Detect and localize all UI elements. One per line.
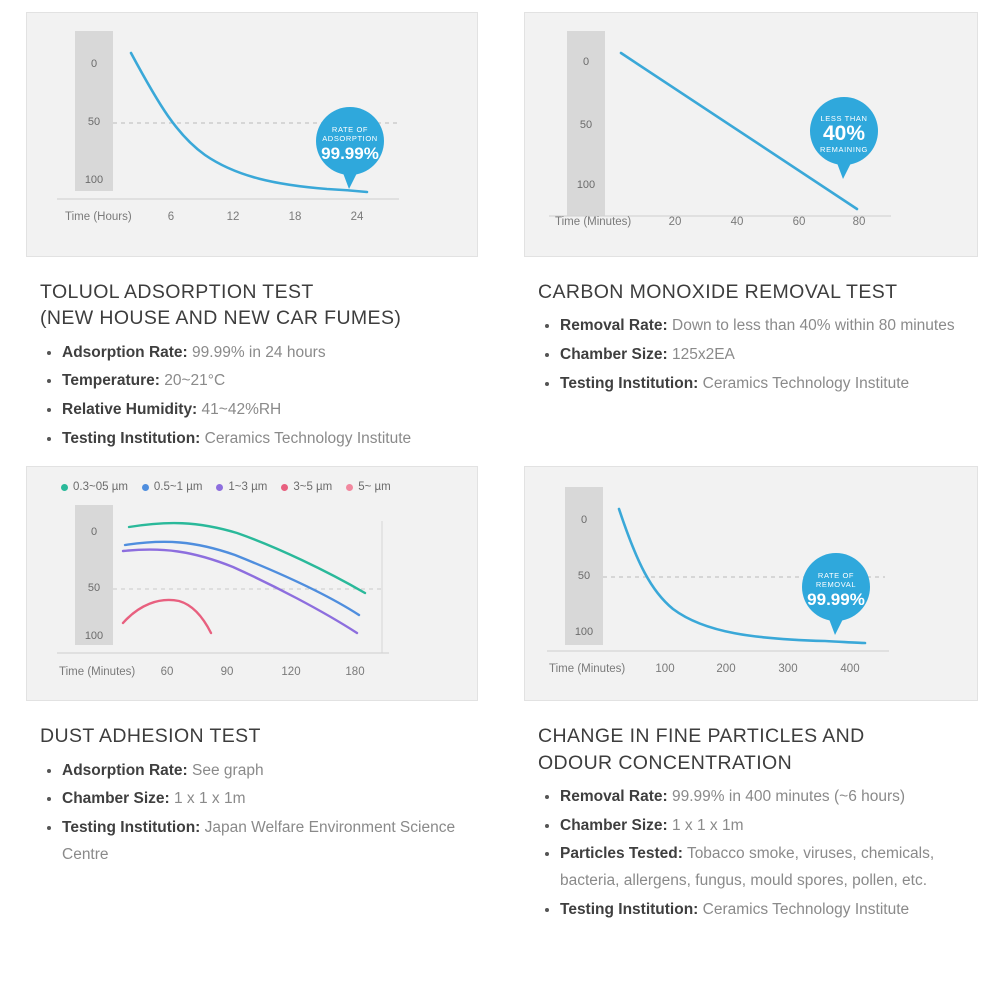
badge-removal-rate <box>802 553 870 635</box>
dust-chart-svg <box>27 493 415 688</box>
panel-dust-adhesion <box>0 454 500 925</box>
fact-label: Testing Institution: <box>560 374 699 392</box>
fact-label: Chamber Size: <box>62 790 170 808</box>
fact-value: Ceramics Technology Institute <box>702 374 910 392</box>
y-tick-50: 50 <box>579 119 593 131</box>
fact-label: Relative Humidity: <box>62 400 198 418</box>
x-tick-3: 400 <box>840 663 860 676</box>
y-scale-bar <box>565 487 603 645</box>
fact-label: Removal Rate: <box>560 787 668 805</box>
fact-label: Chamber Size: <box>560 816 668 834</box>
y-tick-50: 50 <box>87 116 101 128</box>
badge-remaining-rate <box>810 97 878 179</box>
list-item <box>62 815 478 868</box>
fact-value: 99.99% in 400 minutes (~6 hours) <box>672 787 906 805</box>
panel-title-line1: DUST ADHESION TEST <box>40 725 261 748</box>
list-item <box>560 313 978 340</box>
legend-item <box>281 481 332 493</box>
x-tick-0: 20 <box>668 216 682 228</box>
fact-value: 125x2EA <box>671 345 735 363</box>
legend-item <box>142 481 203 493</box>
fact-label: Testing Institution: <box>62 429 201 447</box>
legend-swatch <box>346 484 353 491</box>
x-tick-0: 60 <box>160 666 174 679</box>
badge-line1: LESS THAN <box>820 114 868 123</box>
fact-label: Removal Rate: <box>560 317 668 335</box>
chart-legend <box>27 467 477 493</box>
badge-value: 40% <box>822 122 866 145</box>
y-tick-0: 0 <box>90 58 98 70</box>
panel-title-line1: TOLUOL ADSORPTION TEST <box>40 281 314 303</box>
chart-fine-particles <box>524 466 978 701</box>
x-tick-2: 18 <box>288 211 302 223</box>
badge-line1: RATE OF <box>817 571 855 581</box>
legend-label: 0.5~1 µm <box>153 481 203 494</box>
x-axis-label: Time (Minutes) <box>549 663 626 676</box>
list-item <box>62 758 478 785</box>
list-item <box>560 813 978 840</box>
badge-value: 99.99% <box>807 590 865 610</box>
list-item <box>62 368 478 395</box>
legend-item <box>61 481 128 493</box>
legend-label: 0.3~05 µm <box>73 481 128 494</box>
y-tick-0: 0 <box>90 526 98 539</box>
fact-value: Down to less than 40% within 80 minutes <box>672 317 955 335</box>
fact-value: 99.99% in 24 hours <box>192 343 326 361</box>
x-axis-label: Time (Minutes) <box>59 666 136 679</box>
x-axis-label: Time (Hours) <box>65 211 132 223</box>
panel-title-line1: CHANGE IN FINE PARTICLES AND <box>538 725 865 748</box>
fact-value: 1 x 1 x 1m <box>671 816 744 834</box>
panel-title <box>538 279 978 305</box>
panel-title <box>538 723 978 776</box>
series-line-1 <box>125 542 359 615</box>
y-tick-100: 100 <box>84 630 104 643</box>
list-item <box>560 371 978 398</box>
y-tick-100: 100 <box>574 626 594 639</box>
fact-label: Temperature: <box>62 372 160 390</box>
fact-label: Testing Institution: <box>560 900 699 918</box>
series-line-2 <box>123 550 357 633</box>
series-line-0 <box>129 523 365 593</box>
fact-value: Ceramics Technology Institute <box>702 900 910 918</box>
y-tick-0: 0 <box>580 514 588 527</box>
chart-dust-adhesion <box>26 466 478 701</box>
legend-swatch <box>216 484 223 491</box>
fact-value: Ceramics Technology Institute <box>204 429 412 447</box>
fact-label: Adsorption Rate: <box>62 761 188 779</box>
badge-value: 99.99% <box>321 144 379 163</box>
list-item <box>62 397 478 424</box>
x-tick-1: 200 <box>716 663 736 676</box>
fact-label: Testing Institution: <box>62 818 201 836</box>
legend-label: 3~5 µm <box>293 481 333 494</box>
fact-list <box>42 340 478 453</box>
y-tick-50: 50 <box>87 582 101 595</box>
list-item <box>560 784 978 811</box>
fact-list <box>540 313 978 397</box>
panel-title <box>40 279 478 332</box>
panel-title-line2: (NEW HOUSE AND NEW CAR FUMES) <box>40 307 402 330</box>
badge-line2: ADSORPTION <box>322 134 378 143</box>
fact-label: Particles Tested: <box>560 845 683 863</box>
panel-toluol <box>0 0 500 454</box>
toluol-chart-svg <box>27 13 415 256</box>
badge-line3: REMAINING <box>820 145 868 154</box>
list-item <box>560 342 978 369</box>
fact-list <box>540 784 978 923</box>
fact-value: 1 x 1 x 1m <box>173 790 246 808</box>
badge-line1: RATE OF <box>331 125 369 134</box>
y-tick-100: 100 <box>84 174 104 186</box>
fact-label: Chamber Size: <box>560 345 668 363</box>
panel-title-line1: CARBON MONOXIDE REMOVAL TEST <box>538 281 898 303</box>
x-tick-3: 180 <box>345 666 365 679</box>
legend-label: 1~3 µm <box>228 481 268 494</box>
y-scale-bar <box>75 31 113 191</box>
fine-particles-chart-svg <box>525 467 913 700</box>
series-line-3 <box>123 600 211 633</box>
panel-title <box>40 723 478 749</box>
x-tick-0: 6 <box>167 211 175 223</box>
list-item <box>62 786 478 813</box>
x-tick-2: 120 <box>281 666 301 679</box>
list-item <box>62 426 478 453</box>
y-tick-0: 0 <box>582 56 590 68</box>
x-tick-2: 300 <box>778 663 798 676</box>
x-tick-2: 60 <box>792 216 806 228</box>
list-item <box>560 841 978 894</box>
fact-value: 20~21°C <box>164 372 226 390</box>
panel-title-line2: ODOUR CONCENTRATION <box>538 751 793 774</box>
fact-value: 41~42%RH <box>201 400 282 418</box>
chart-toluol <box>26 12 478 257</box>
fact-value: Japan Welfare Environment Science Centre <box>62 818 456 863</box>
fact-list <box>42 758 478 869</box>
fact-value: Tobacco smoke, viruses, chemicals, bacteria, allergens, fungus, mould spores, pollen, etc. <box>560 845 935 889</box>
carbon-monoxide-chart-svg <box>525 13 913 256</box>
list-item <box>560 897 978 924</box>
fact-label: Adsorption Rate: <box>62 343 188 361</box>
legend-label: 5~ µm <box>358 481 391 494</box>
x-tick-0: 100 <box>655 663 675 676</box>
x-tick-1: 12 <box>226 211 240 223</box>
y-tick-50: 50 <box>577 570 591 583</box>
x-tick-1: 40 <box>730 216 744 228</box>
panel-fine-particles <box>500 454 1000 925</box>
y-tick-100: 100 <box>576 179 596 191</box>
chart-carbon-monoxide <box>524 12 978 257</box>
badge-line2: REMOVAL <box>815 580 857 590</box>
x-tick-1: 90 <box>220 666 234 679</box>
legend-swatch <box>281 484 288 491</box>
badge-adsorption-rate <box>316 107 384 189</box>
panel-carbon-monoxide <box>500 0 1000 454</box>
x-tick-3: 80 <box>852 216 866 228</box>
x-axis-label: Time (Minutes) <box>555 216 632 228</box>
legend-item <box>346 481 391 493</box>
fact-value: See graph <box>192 761 264 779</box>
legend-swatch <box>61 484 68 491</box>
legend-item <box>216 481 267 493</box>
list-item <box>62 340 478 367</box>
x-tick-3: 24 <box>350 211 364 223</box>
legend-swatch <box>142 484 149 491</box>
